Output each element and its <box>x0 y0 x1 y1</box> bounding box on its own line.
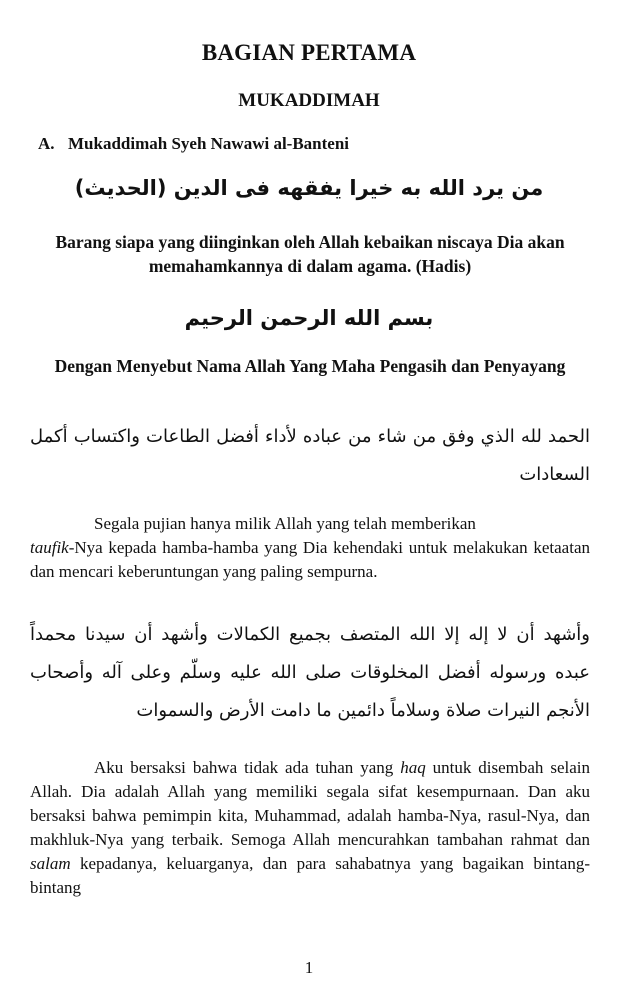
section-title: Mukaddimah Syeh Nawawi al-Banteni <box>68 134 350 153</box>
basmala-translation: Dengan Menyebut Nama Allah Yang Maha Pengasih dan Penyayang <box>54 356 566 376</box>
hadith-translation: Barang siapa yang diinginkan oleh Allah kebaikan niscaya Dia akan memahamkannya di dalam agama. (Hadis) <box>55 232 565 276</box>
paragraph-2-italic-haq: haq <box>400 758 426 777</box>
arabic-paragraph-2: وأشهد أن لا إله إلا الله المتصف بجميع الكمالات وأشهد أن سيدنا محمداً عبده ورسوله أفضل المخلوقات صلى الله عليه وسلّم وعلى آله وأصحاب الأنجم النيرات صلاة وسلاماً دائمين ما دامت الأرض والسموات <box>30 624 590 721</box>
paragraph-2-text-b: untuk disembah selain Allah. Dia adalah Allah yang memiliki segala sifat kesempurnaan. Dan aku bersaksi bahwa pemimpin kita, Muhammad, adalah hamba-Nya, rasul-Nya, dan makhluk-Nya yang terbaik. Semoga Allah mencurahkan tambahan rahmat dan <box>30 758 590 849</box>
paragraph-2-text-a: Aku bersaksi bahwa tidak ada tuhan yang <box>94 758 401 777</box>
hadith-arabic: من يرد الله به خيرا يفقهه فى الدين (الحديث) <box>74 176 544 200</box>
paragraph-2-text-c: kepadanya, keluarganya, dan para sahabatnya yang bagaikan bintang-bintang <box>30 854 590 897</box>
chapter-subtitle: MUKADDIMAH <box>238 90 380 111</box>
basmala-arabic: بسم الله الرحمن الرحيم <box>184 306 434 330</box>
indonesian-paragraph-2 <box>30 756 590 900</box>
paragraph-1-italic-term: taufik <box>30 538 69 557</box>
arabic-paragraph-1: الحمد لله الذي وفق من شاء من عباده لأداء أفضل الطاعات واكتساب أكمل السعادات <box>30 426 590 485</box>
indonesian-paragraph-1 <box>30 512 590 584</box>
section-letter: A. <box>38 134 55 153</box>
paragraph-2-italic-salam: salam <box>30 854 71 873</box>
page-number: 1 <box>304 958 314 977</box>
paragraph-1-text-a: Segala pujian hanya milik Allah yang telah memberikan <box>94 514 476 533</box>
paragraph-1-text-b: -Nya kepada hamba-hamba yang Dia kehendaki untuk melakukan ketaatan dan mencari keberuntungan yang paling sempurna. <box>30 538 590 581</box>
section-heading <box>38 134 349 154</box>
page-title: BAGIAN PERTAMA <box>201 40 417 65</box>
